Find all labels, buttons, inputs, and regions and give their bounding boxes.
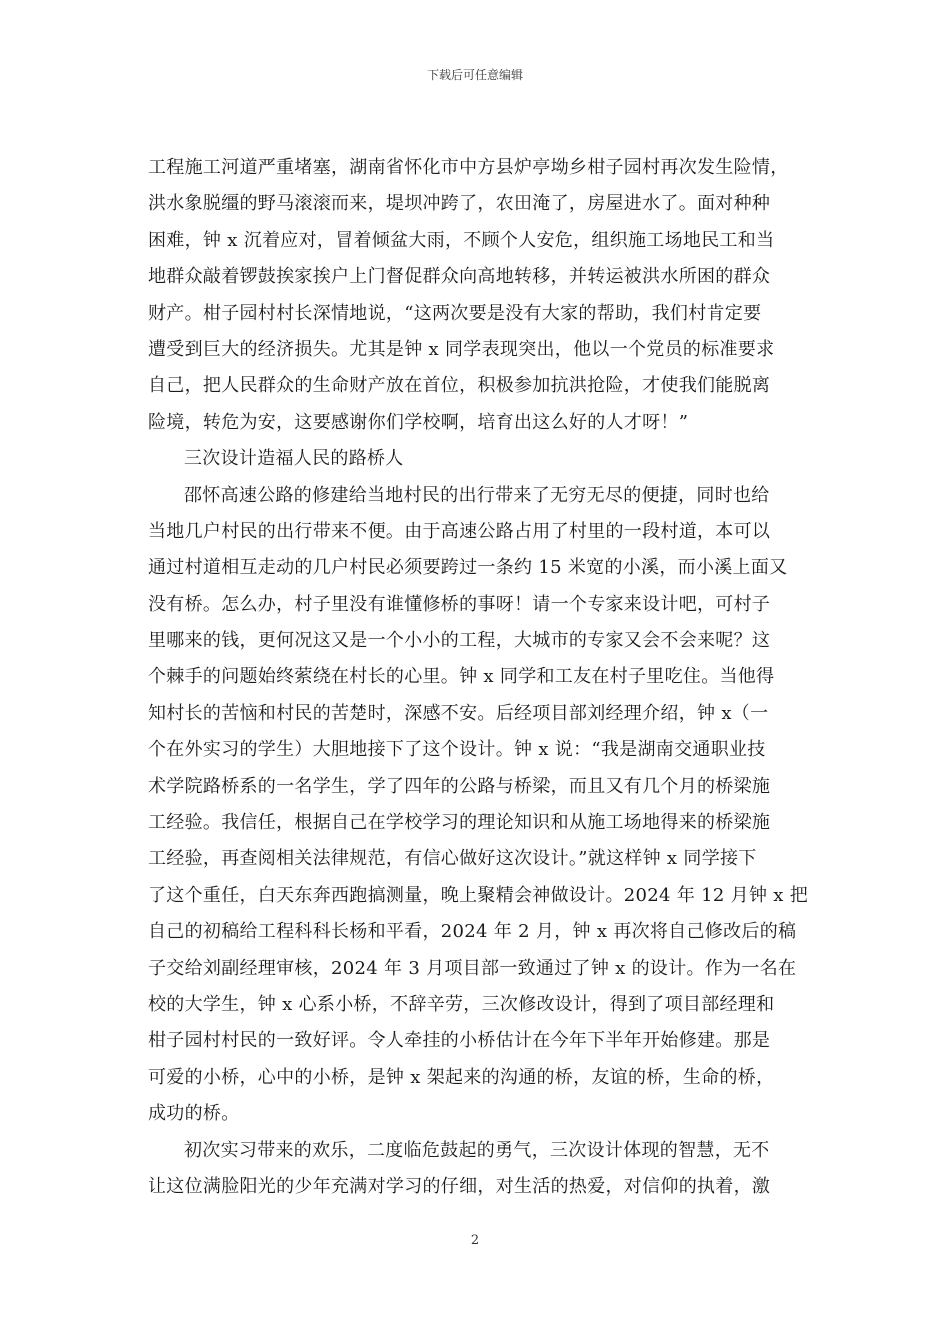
- text-line: 里哪来的钱，更何况这又是一个小小的工程，大城市的专家又会不会来呢？这: [148, 630, 771, 652]
- text-line: 工经验，再查阅相关法律规范，有信心做好这次设计。”就这样钟 x 同学接下: [148, 848, 757, 870]
- text-line: 洪水象脱缰的野马滚滚而来，堤坝冲跨了，农田淹了，房屋进水了。面对种种: [148, 193, 771, 215]
- section-heading: 三次设计造福人民的路桥人: [184, 448, 404, 470]
- text-line: 个在外实习的学生）大胆地接下了这个设计。钟 x 说：“我是湖南交通职业技: [148, 739, 766, 761]
- page-number: 2: [470, 1233, 480, 1248]
- text-line: 困难，钟 x 沉着应对，冒着倾盆大雨，不顾个人安危，组织施工场地民工和当: [148, 229, 775, 251]
- text-line: 遭受到巨大的经济损失。尤其是钟 x 同学表现突出，他以一个党员的标准要求: [148, 338, 775, 360]
- text-line: 子交给刘副经理审核，2024 年 3 月项目部一致通过了钟 x 的设计。作为一名在: [148, 957, 797, 979]
- text-line: 邵怀高速公路的修建给当地村民的出行带来了无穷无尽的便捷，同时也给: [184, 484, 770, 506]
- text-line: 险境，转危为安，这要感谢你们学校啊，培育出这么好的人才呀！”: [148, 411, 689, 433]
- text-line: 初次实习带来的欢乐，二度临危鼓起的勇气，三次设计体现的智慧，无不: [184, 1139, 770, 1161]
- text-line: 术学院路桥系的一名学生，学了四年的公路与桥梁，而且又有几个月的桥梁施: [148, 775, 771, 797]
- text-line: 财产。柑子园村村长深情地说，“这两次要是没有大家的帮助，我们村肯定要: [148, 302, 762, 324]
- text-line: 知村长的苦恼和村民的苦楚时，深感不安。后经项目部刘经理介绍，钟 x（一: [148, 702, 769, 724]
- text-line: 个棘手的问题始终萦绕在村长的心里。钟 x 同学和工友在村子里吃住。当他得: [148, 666, 775, 688]
- text-line: 自己的初稿给工程科科长杨和平看，2024 年 2 月，钟 x 再次将自己修改后的稿: [148, 921, 797, 943]
- text-line: 让这位满脸阳光的少年充满对学习的仔细，对生活的热爱，对信仰的执着，激: [148, 1175, 771, 1197]
- text-line: 没有桥。怎么办，村子里没有谁懂修桥的事呀！请一个专家来设计吧，可村子: [148, 593, 771, 615]
- text-line: 可爱的小桥，心中的小桥，是钟 x 架起来的沟通的桥，友谊的桥，生命的桥，: [148, 1066, 775, 1088]
- page-header: 下载后可任意编辑: [426, 68, 523, 82]
- text-line: 自己，把人民群众的生命财产放在首位，积极参加抗洪抢险，才使我们能脱离: [148, 375, 771, 397]
- text-line: 通过村道相互走动的几户村民必须要跨过一条约 15 米宽的小溪，而小溪上面又: [148, 557, 788, 579]
- text-line: 成功的桥。: [148, 1103, 240, 1125]
- text-line: 工程施工河道严重堵塞，湖南省怀化市中方县炉亭坳乡柑子园村再次发生险情，: [148, 157, 789, 178]
- document-body: [148, 150, 808, 1205]
- text-line: 地群众敲着锣鼓挨家挨户上门督促群众向高地转移，并转运被洪水所困的群众: [148, 266, 771, 288]
- text-line: 校的大学生，钟 x 心系小桥，不辞辛劳，三次修改设计，得到了项目部经理和: [148, 993, 775, 1015]
- text-line: 了这个重任，白天东奔西跑搞测量，晚上聚精会神做设计。2024 年 12 月钟 x 把: [148, 884, 808, 906]
- text-line: 柑子园村村民的一致好评。令人牵挂的小桥估计在今年下半年开始修建。那是: [148, 1030, 771, 1052]
- text-line: 工经验。我信任，根据自己在学校学习的理论知识和从施工场地得来的桥梁施: [148, 812, 771, 834]
- text-line: 当地几户村民的出行带来不便。由于高速公路占用了村里的一段村道，本可以: [148, 520, 771, 542]
